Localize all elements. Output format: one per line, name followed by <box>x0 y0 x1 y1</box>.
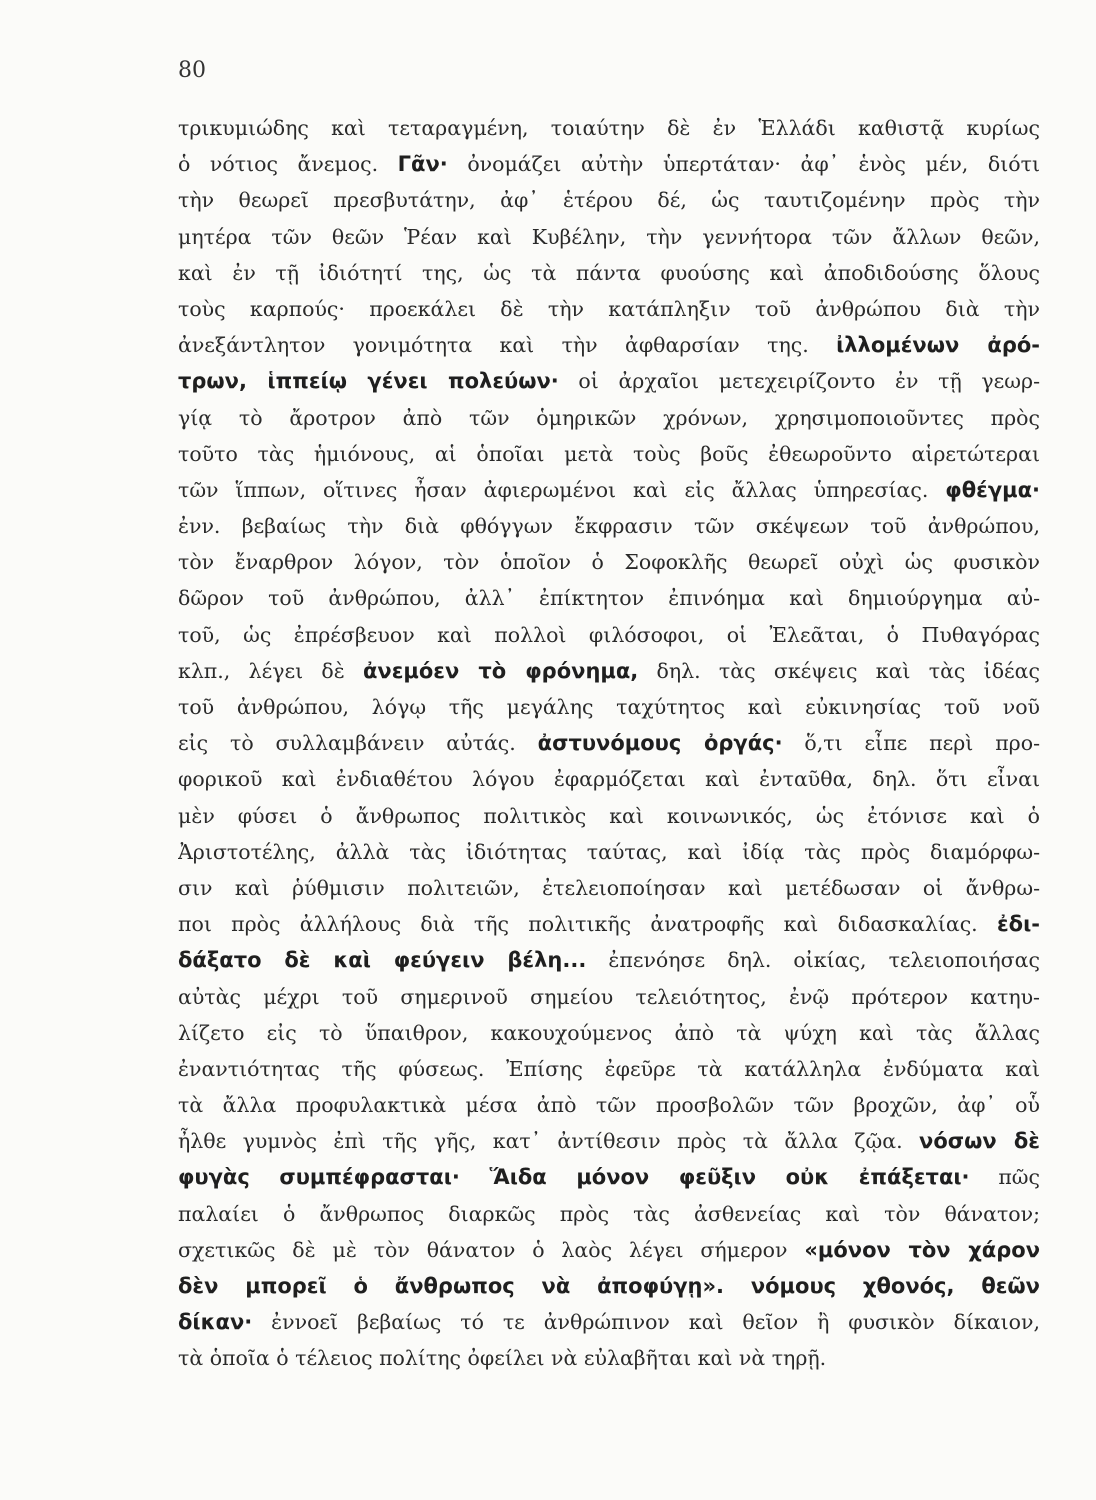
text-line: ἦλθε γυμνὸς ἐπὶ τῆς γῆς, κατ᾿ ἀντίθεσιν πρὸς τὰ ἄλλα ζῷα. νόσων δὲ <box>178 1129 1040 1154</box>
text-line: τῶν ἵππων, οἵτινες ἦσαν ἀφιερωμένοι καὶ εἰς ἄλλας ὑπηρεσίας. φθέγμα· <box>178 477 1040 502</box>
text-line: τοῦ, ὡς ἐπρέσβευον καὶ πολλοὶ φιλόσοφοι, οἱ Ἐλεᾶται, ὁ Πυθαγόρας <box>178 622 1040 647</box>
text-line: φυγὰς συμπέφρασται· Ἅιδα μόνον φεῦξιν οὐκ ἐπάξεται· πῶς <box>178 1165 1040 1190</box>
text-line: ποι πρὸς ἀλλήλους διὰ τῆς πολιτικῆς ἀνατροφῆς καὶ διδασκαλίας. ἐδι- <box>178 912 1040 937</box>
text-line: ὁ νότιος ἄνεμος. Γᾶν· ὀνομάζει αὐτὴν ὑπερτάταν· ἀφ᾿ ἑνὸς μέν, διότι <box>178 152 1040 177</box>
text-line: λίζετο εἰς τὸ ὕπαιθρον, κακουχούμενος ἀπὸ τὰ ψύχη καὶ τὰς ἄλλας <box>178 1020 1040 1045</box>
text-line: γίᾳ τὸ ἄροτρον ἀπὸ τῶν ὁμηρικῶν χρόνων, χρησιμοποιοῦντες πρὸς <box>178 405 1040 430</box>
text-line: κλπ., λέγει δὲ ἀνεμόεν τὸ φρόνημα, δηλ. τὰς σκέψεις καὶ τὰς ἰδέας <box>178 658 1040 683</box>
body-text <box>178 110 1040 1377</box>
text-line: δῶρον τοῦ ἀνθρώπου, ἀλλ᾿ ἐπίκτητον ἐπινόημα καὶ δημιούργημα αὐ- <box>178 586 1040 611</box>
text-line: δίκαν· ἐννοεῖ βεβαίως τό τε ἀνθρώπινον καὶ θεῖον ἢ φυσικὸν δίκαιον, <box>178 1310 1040 1335</box>
text-line: τὰ ἄλλα προφυλακτικὰ μέσα ἀπὸ τῶν προσβολῶν τῶν βροχῶν, ἀφ᾿ οὗ <box>178 1093 1040 1118</box>
text-line: τοῦτο τὰς ἡμιόνους, αἱ ὁποῖαι μετὰ τοὺς βοῦς ἐθεωροῦντο αἱρετώτεραι <box>178 441 1040 466</box>
text-line: φορικοῦ καὶ ἐνδιαθέτου λόγου ἐφαρμόζεται καὶ ἐνταῦθα, δηλ. ὅτι εἶναι <box>178 767 1040 792</box>
text-line: δάξατο δὲ καὶ φεύγειν βέλη... ἐπενόησε δηλ. οἰκίας, τελειοποιήσας <box>178 948 1040 973</box>
text-line: εἰς τὸ συλλαμβάνειν αὐτάς. ἀστυνόμους ὀργάς· ὅ,τι εἶπε περὶ προ- <box>178 731 1040 756</box>
text-line: τὸν ἔναρθρον λόγον, τὸν ὁποῖον ὁ Σοφοκλῆς θεωρεῖ οὐχὶ ὡς φυσικὸν <box>178 550 1040 575</box>
text-line: καὶ ἐν τῇ ἰδιότητί της, ὡς τὰ πάντα φυούσης καὶ ἀποδιδούσης ὅλους <box>178 260 1040 285</box>
text-line: ἀνεξάντλητον γονιμότητα καὶ τὴν ἀφθαρσίαν της. ἰλλομένων ἀρό- <box>178 333 1040 358</box>
text-line: αὐτὰς μέχρι τοῦ σημερινοῦ σημείου τελειότητος, ἐνῷ πρότερον κατηυ- <box>178 984 1040 1009</box>
text-line: σχετικῶς δὲ μὲ τὸν θάνατον ὁ λαὸς λέγει σήμερον «μόνον τὸν χάρον <box>178 1237 1040 1262</box>
text-line: τρων, ἱππείῳ γένει πολεύων· οἱ ἀρχαῖοι μετεχειρίζοντο ἐν τῇ γεωρ- <box>178 369 1040 394</box>
text-line: τὴν θεωρεῖ πρεσβυτάτην, ἀφ᾿ ἑτέρου δέ, ὡς ταυτιζομένην πρὸς τὴν <box>178 188 1040 213</box>
text-line: τρικυμιώδης καὶ τεταραγμένη, τοιαύτην δὲ ἐν Ἑλλάδι καθιστᾷ κυρίως <box>178 116 1040 140</box>
page-number: 80 <box>178 58 206 83</box>
text-line: σιν καὶ ῥύθμισιν πολιτειῶν, ἐτελειοποίησαν καὶ μετέδωσαν οἱ ἄνθρω- <box>178 875 1040 900</box>
text-line: δὲν μπορεῖ ὁ ἄνθρωπος νὰ ἀποφύγῃ». νόμους χθονός, θεῶν <box>178 1274 1040 1298</box>
text-line: μὲν φύσει ὁ ἄνθρωπος πολιτικὸς καὶ κοινωνικός, ὡς ἐτόνισε καὶ ὁ <box>178 803 1040 828</box>
text-line: Ἀριστοτέλης, ἀλλὰ τὰς ἰδιότητας ταύτας, καὶ ἰδίᾳ τὰς πρὸς διαμόρφω- <box>178 839 1040 864</box>
text-line: τὰ ὁποῖα ὁ τέλειος πολίτης ὀφείλει νὰ εὐλαβῆται καὶ νὰ τηρῇ. <box>178 1346 827 1371</box>
text-line: μητέρα τῶν θεῶν Ῥέαν καὶ Κυβέλην, τὴν γεννήτορα τῶν ἄλλων θεῶν, <box>178 224 1040 249</box>
text-line: ἐνν. βεβαίως τὴν διὰ φθόγγων ἔκφρασιν τῶν σκέψεων τοῦ ἀνθρώπου, <box>178 514 1040 539</box>
text-line: ἐναντιότητας τῆς φύσεως. Ἐπίσης ἐφεῦρε τὰ κατάλληλα ἐνδύματα καὶ <box>178 1056 1040 1081</box>
text-line: τοὺς καρπούς· προεκάλει δὲ τὴν κατάπληξιν τοῦ ἀνθρώπου διὰ τὴν <box>178 296 1040 321</box>
text-line: τοῦ ἀνθρώπου, λόγῳ τῆς μεγάλης ταχύτητος καὶ εὐκινησίας τοῦ νοῦ <box>178 695 1040 719</box>
text-line: παλαίει ὁ ἄνθρωπος διαρκῶς πρὸς τὰς ἀσθενείας καὶ τὸν θάνατον; <box>178 1201 1040 1226</box>
